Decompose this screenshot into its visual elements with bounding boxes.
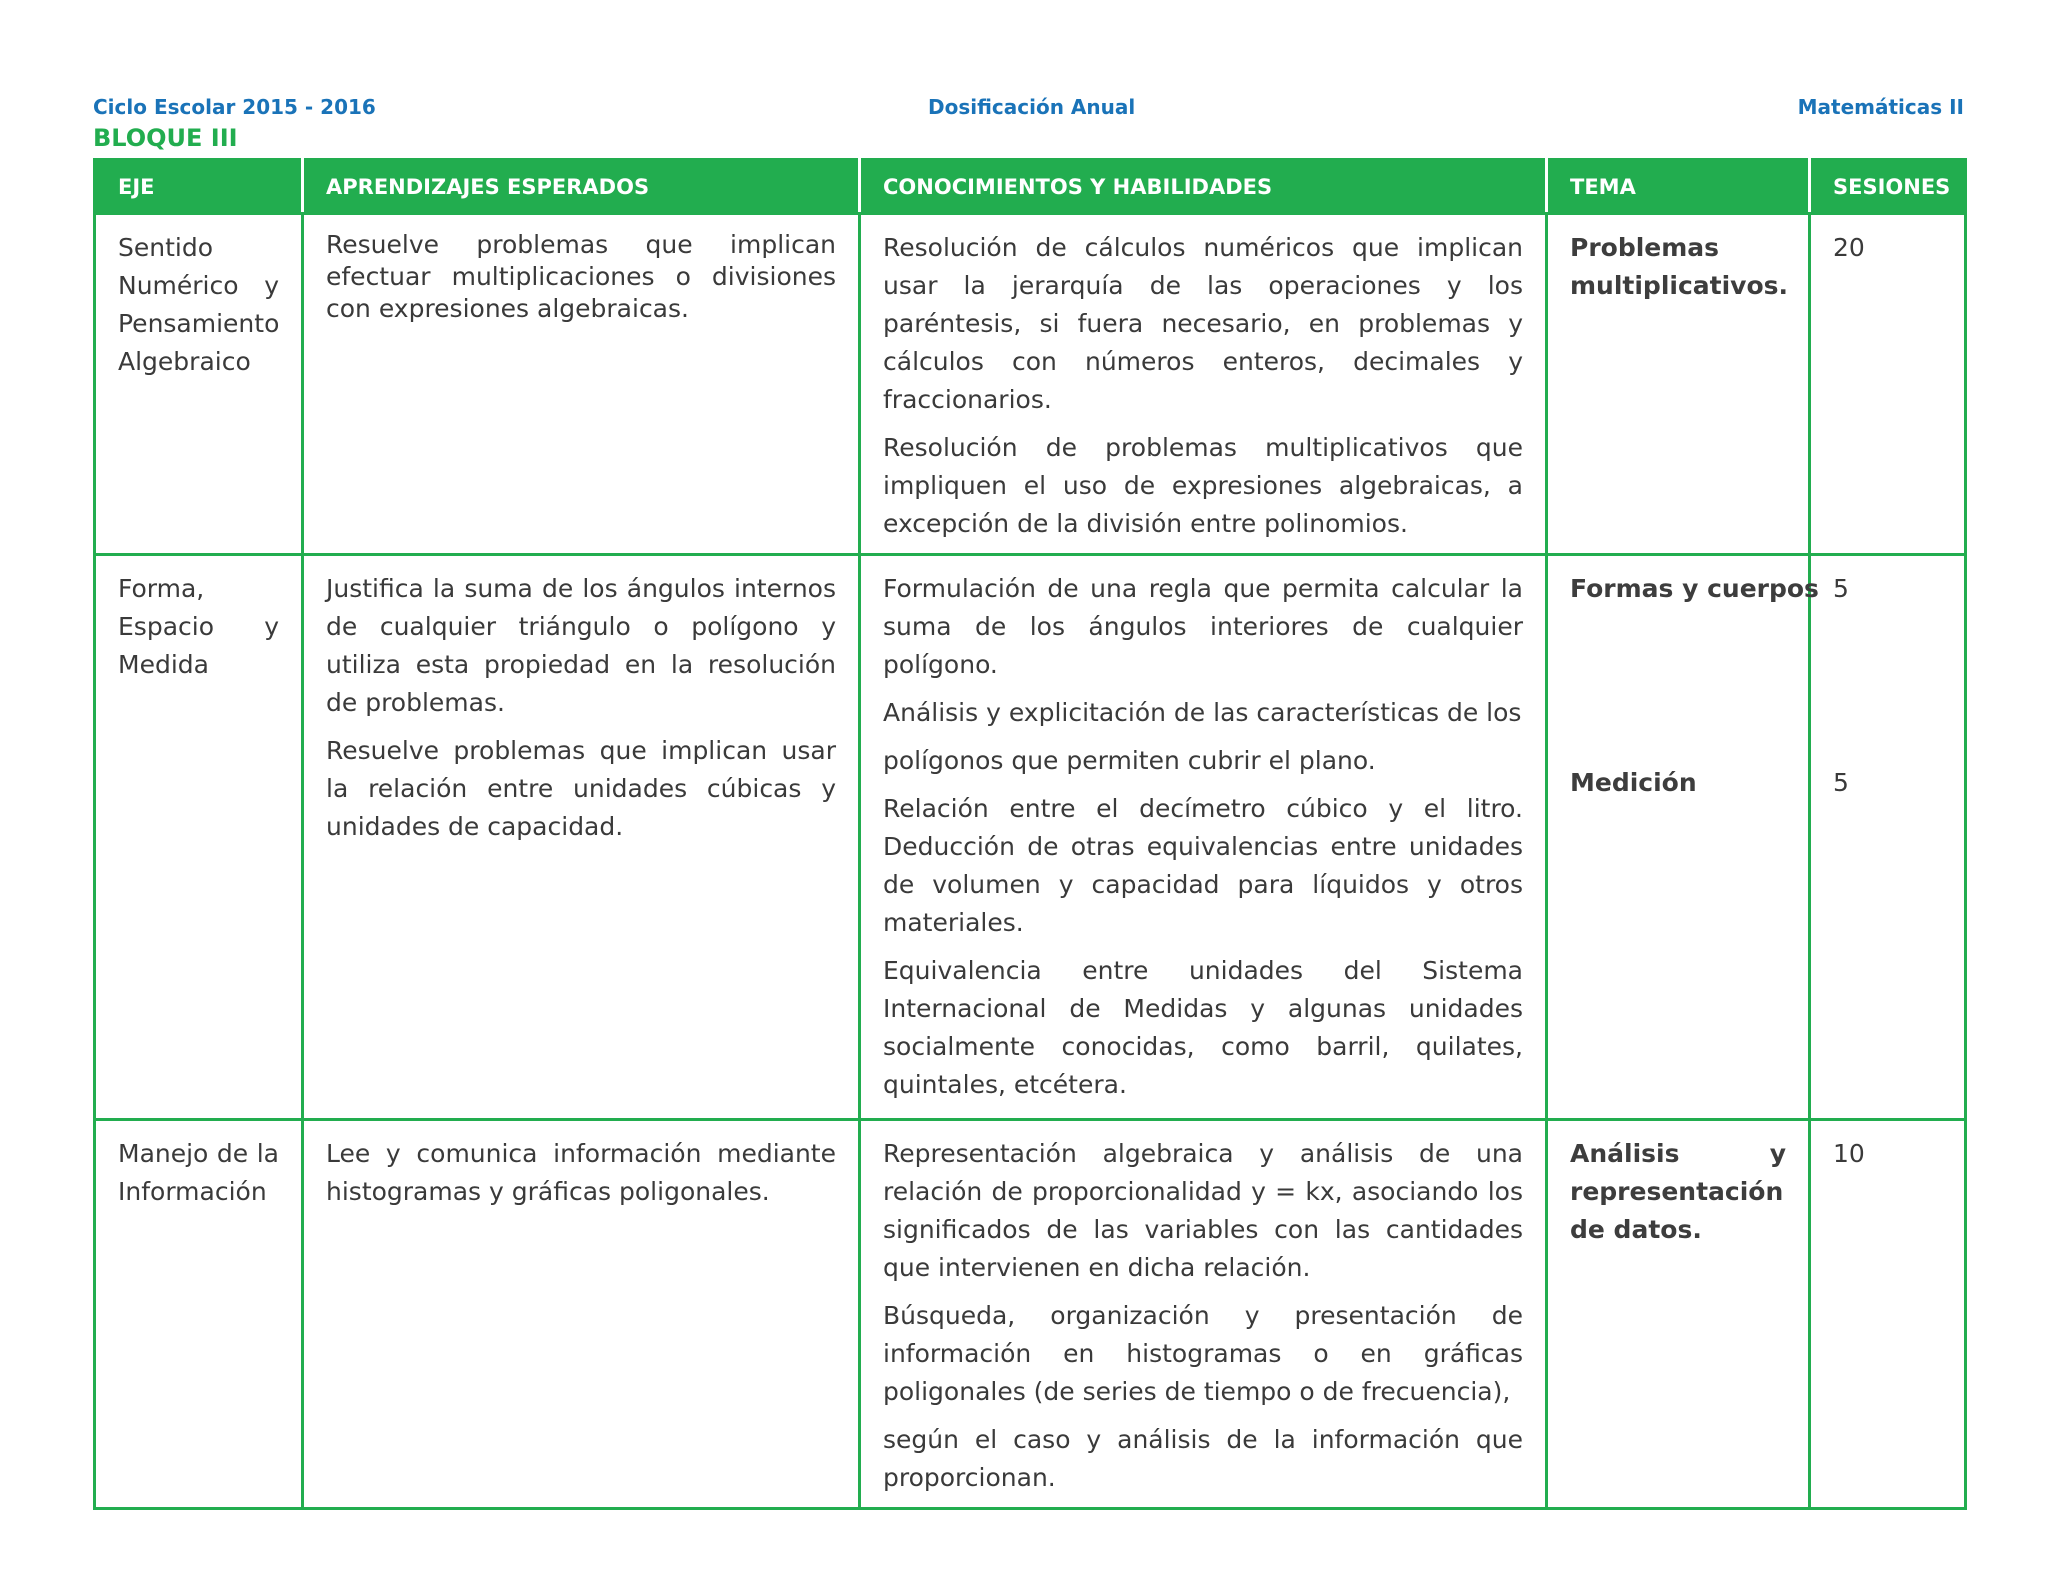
- spacer: [1570, 608, 1786, 764]
- cell-conocimientos: [860, 1120, 1547, 1509]
- cell-conocimientos: [860, 555, 1547, 1120]
- aprendizaje-text: Resuelve problemas que implican efectuar multiplicaciones o divisiones con expresiones algebraicas.: [326, 230, 836, 323]
- cell-eje: Manejo de la Información: [95, 1120, 303, 1509]
- conocimiento-text: Análisis y explicitación de las características de los: [883, 698, 1522, 727]
- conocimiento-text: Representación algebraica y análisis de una relación de proporcionalidad y = kx, asociando los significados de las variables con las cantidades que intervienen en dicha relación.: [883, 1139, 1523, 1282]
- tema-text: Medición: [1570, 768, 1697, 797]
- column-header-conocimientos: CONOCIMIENTOS Y HABILIDADES: [860, 160, 1547, 214]
- column-header-aprendizajes: APRENDIZAJES ESPERADOS: [303, 160, 860, 214]
- table-header-row: [95, 160, 1966, 214]
- sesiones-value: 10: [1833, 1139, 1865, 1168]
- cell-sesiones: [1810, 555, 1966, 1120]
- cell-sesiones: [1810, 214, 1966, 555]
- column-header-sesiones: SESIONES: [1810, 160, 1966, 214]
- conocimiento-text: según el caso y análisis de la información que proporcionan.: [883, 1425, 1523, 1492]
- table-row: [95, 555, 1966, 1120]
- cell-sesiones: [1810, 1120, 1966, 1509]
- cell-tema: [1547, 1120, 1810, 1509]
- conocimiento-text: polígonos que permiten cubrir el plano.: [883, 746, 1376, 775]
- conocimiento-text: Resolución de problemas multiplicativos que impliquen el uso de expresiones algebraicas, a excepción de la división entre polinomios.: [883, 433, 1523, 538]
- cell-aprendizajes: [303, 1120, 860, 1509]
- tema-text: Formas y cuerpos: [1570, 574, 1819, 603]
- aprendizaje-text: Justifica la suma de los ángulos internos de cualquier triángulo o polígono y utiliza esta propiedad en la resolución de problemas.: [326, 574, 836, 717]
- document-title: Dosificación Anual: [928, 95, 1136, 119]
- aprendizaje-text: Lee y comunica información mediante histogramas y gráficas poligonales.: [326, 1139, 836, 1206]
- school-year: Ciclo Escolar 2015 - 2016: [93, 95, 376, 119]
- sesiones-value: 20: [1833, 233, 1865, 262]
- cell-conocimientos: [860, 214, 1547, 555]
- table-row: [95, 1120, 1966, 1509]
- table-row: [95, 214, 1966, 555]
- dosificacion-table: [93, 158, 1967, 1510]
- tema-text: Problemas multiplicativos.: [1570, 233, 1789, 300]
- block-title: BLOQUE III: [93, 124, 238, 152]
- column-header-tema: TEMA: [1547, 160, 1810, 214]
- aprendizaje-text: Resuelve problemas que implican usar la relación entre unidades cúbicas y unidades de capacidad.: [326, 736, 836, 841]
- conocimiento-text: Resolución de cálculos numéricos que implican usar la jerarquía de las operaciones y los paréntesis, si fuera necesario, en problemas y cálculos con números enteros, decimales y fraccionarios.: [883, 233, 1523, 414]
- page-header: [93, 95, 1964, 125]
- cell-eje: Sentido Numérico y Pensamiento Algebraico: [95, 214, 303, 555]
- cell-tema: [1547, 214, 1810, 555]
- cell-eje: Forma, Espacio y Medida: [95, 555, 303, 1120]
- cell-tema: [1547, 555, 1819, 1120]
- subject-name: Matemáticas II: [1797, 95, 1964, 119]
- tema-text: Análisis y representación de datos.: [1570, 1139, 1786, 1244]
- sesiones-value: 5: [1833, 768, 1849, 797]
- sesiones-value: 5: [1833, 574, 1849, 603]
- cell-aprendizajes: [303, 555, 860, 1120]
- conocimiento-text: Búsqueda, organización y presentación de información en histogramas o en gráficas poligonales (de series de tiempo o de frecuencia),: [883, 1301, 1523, 1406]
- spacer: [1833, 608, 1942, 764]
- conocimiento-text: Relación entre el decímetro cúbico y el litro. Deducción de otras equivalencias entre unidades de volumen y capacidad para líquidos y otros materiales.: [883, 794, 1523, 937]
- conocimiento-text: Equivalencia entre unidades del Sistema Internacional de Medidas y algunas unidades socialmente conocidas, como barril, quilates, quintales, etcétera.: [883, 956, 1523, 1099]
- cell-aprendizajes: [303, 214, 860, 555]
- column-header-eje: EJE: [95, 160, 303, 214]
- conocimiento-text: Formulación de una regla que permita calcular la suma de los ángulos interiores de cualquier polígono.: [883, 574, 1523, 679]
